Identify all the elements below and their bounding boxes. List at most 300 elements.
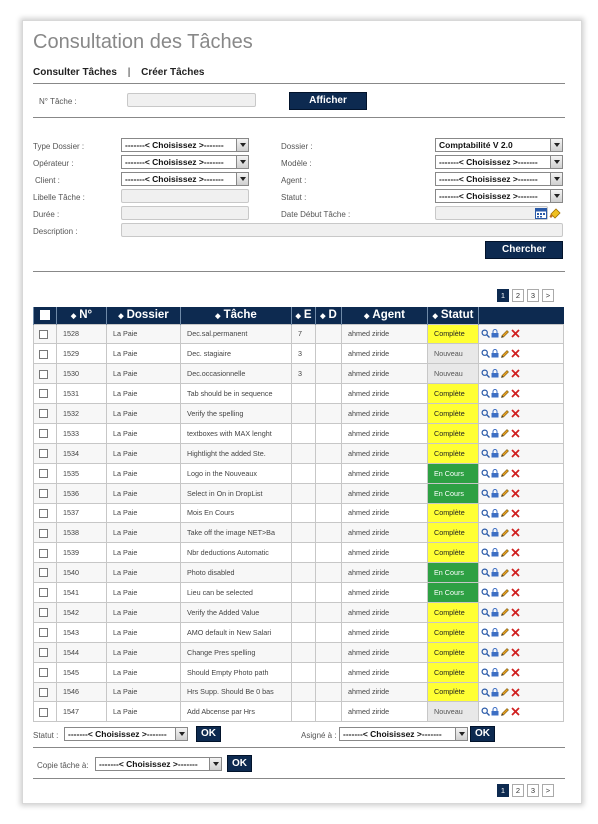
lock-icon[interactable]	[491, 688, 499, 697]
cell-e	[292, 702, 316, 722]
row-checkbox[interactable]	[39, 449, 48, 458]
edit-pencil-icon[interactable]	[500, 568, 510, 578]
delete-x-icon[interactable]	[511, 369, 520, 378]
table-row[interactable]	[34, 602, 564, 622]
search-icon[interactable]	[481, 349, 490, 358]
page-1-button[interactable]: 1	[497, 289, 509, 302]
row-actions	[479, 324, 564, 344]
cell-d	[316, 463, 342, 483]
row-checkbox[interactable]	[39, 628, 48, 637]
cell-e	[292, 483, 316, 503]
delete-x-icon[interactable]	[511, 608, 520, 617]
row-checkbox[interactable]	[39, 708, 48, 717]
row-select-cell	[34, 324, 57, 344]
lock-icon[interactable]	[491, 489, 499, 498]
row-checkbox[interactable]	[39, 688, 48, 697]
cell-tache: Take off the image NET>Ba	[181, 523, 292, 543]
bulk-statut-select[interactable]	[64, 727, 188, 741]
search-icon[interactable]	[481, 707, 490, 716]
statut-value: -------< Choisissez >-------	[439, 191, 538, 201]
cell-agent: ahmed ziride	[342, 423, 428, 443]
cell-d	[316, 344, 342, 364]
next-page-button[interactable]: >	[542, 784, 554, 797]
search-icon[interactable]	[481, 389, 490, 398]
column-header-d[interactable]	[316, 307, 342, 324]
cell-tache: Select in On in DropList	[181, 483, 292, 503]
assign-select[interactable]	[339, 727, 468, 741]
cell-tache: textboxes with MAX lenght	[181, 423, 292, 443]
task-no-input[interactable]	[127, 93, 256, 107]
search-icon[interactable]	[481, 628, 490, 637]
chevron-down-icon	[550, 139, 562, 151]
row-select-cell	[34, 563, 57, 583]
lock-icon[interactable]	[491, 469, 499, 478]
cell-dossier: La Paie	[107, 443, 181, 463]
row-select-cell	[34, 404, 57, 424]
lock-icon[interactable]	[491, 528, 499, 537]
delete-x-icon[interactable]	[511, 389, 520, 398]
cell-tache: Add Abcense par Hrs	[181, 702, 292, 722]
row-checkbox[interactable]	[39, 350, 48, 359]
dossier-value: Comptabilité V 2.0	[439, 140, 513, 150]
status-badge: Complète	[428, 423, 479, 443]
delete-x-icon[interactable]	[511, 707, 520, 716]
table-row[interactable]	[34, 344, 564, 364]
cell-no: 1537	[57, 503, 107, 523]
table-row[interactable]	[34, 662, 564, 682]
edit-pencil-icon[interactable]	[500, 588, 510, 598]
lock-icon[interactable]	[491, 369, 499, 378]
cell-dossier: La Paie	[107, 662, 181, 682]
cell-e	[292, 662, 316, 682]
status-badge: Complète	[428, 543, 479, 563]
table-row[interactable]	[34, 583, 564, 603]
edit-pencil-icon[interactable]	[500, 389, 510, 399]
statut-label: Statut :	[281, 193, 307, 202]
cell-tache: Verify the Added Value	[181, 602, 292, 622]
description-label: Description :	[33, 227, 78, 236]
lock-icon[interactable]	[491, 449, 499, 458]
cell-d	[316, 622, 342, 642]
lock-icon[interactable]	[491, 628, 499, 637]
delete-x-icon[interactable]	[511, 568, 520, 577]
cell-e	[292, 583, 316, 603]
chevron-down-icon	[236, 139, 248, 151]
cell-e	[292, 682, 316, 702]
cell-d	[316, 523, 342, 543]
sort-arrows-icon: ◆	[295, 313, 301, 321]
operateur-label: Opérateur :	[33, 159, 74, 168]
cell-e	[292, 523, 316, 543]
status-badge: Complète	[428, 602, 479, 622]
edit-pencil-icon[interactable]	[500, 448, 510, 458]
row-select-cell	[34, 503, 57, 523]
cell-e	[292, 463, 316, 483]
search-icon[interactable]	[481, 588, 490, 597]
column-label: Tâche	[223, 309, 257, 322]
cell-e	[292, 384, 316, 404]
date-debut-input[interactable]	[435, 206, 548, 220]
row-checkbox[interactable]	[39, 588, 48, 597]
table-row[interactable]	[34, 682, 564, 702]
cell-agent: ahmed ziride	[342, 682, 428, 702]
assign-ok-button[interactable]: OK	[470, 726, 495, 742]
cell-d	[316, 423, 342, 443]
search-icon[interactable]	[481, 568, 490, 577]
search-icon[interactable]	[481, 409, 490, 418]
table-row[interactable]	[34, 443, 564, 463]
cell-no: 1540	[57, 563, 107, 583]
cell-d	[316, 503, 342, 523]
search-icon[interactable]	[481, 429, 490, 438]
cell-no: 1546	[57, 682, 107, 702]
row-select-cell	[34, 543, 57, 563]
edit-pencil-icon[interactable]	[500, 508, 510, 518]
edit-pencil-icon[interactable]	[500, 409, 510, 419]
assign-value: -------< Choisissez >-------	[343, 729, 442, 739]
cell-no: 1533	[57, 423, 107, 443]
chevron-down-icon	[209, 758, 221, 770]
row-checkbox[interactable]	[39, 489, 48, 498]
cell-d	[316, 583, 342, 603]
duree-input[interactable]	[121, 206, 249, 220]
row-checkbox[interactable]	[39, 668, 48, 677]
search-icon[interactable]	[481, 509, 490, 518]
lock-icon[interactable]	[491, 648, 499, 657]
divider	[33, 117, 565, 118]
delete-x-icon[interactable]	[511, 688, 520, 697]
search-icon[interactable]	[481, 469, 490, 478]
edit-pencil-icon[interactable]	[500, 647, 510, 657]
lock-icon[interactable]	[491, 329, 499, 338]
cell-dossier: La Paie	[107, 642, 181, 662]
client-select[interactable]	[121, 172, 249, 186]
row-checkbox[interactable]	[39, 389, 48, 398]
page-title: Consultation des Tâches	[33, 31, 253, 53]
row-actions	[479, 483, 564, 503]
page-container	[22, 20, 582, 804]
row-select-cell	[34, 702, 57, 722]
cell-e	[292, 503, 316, 523]
row-checkbox[interactable]	[39, 469, 48, 478]
row-select-cell	[34, 523, 57, 543]
copy-task-select[interactable]	[95, 757, 222, 771]
status-badge: Complète	[428, 523, 479, 543]
cell-dossier: La Paie	[107, 563, 181, 583]
type-dossier-select[interactable]	[121, 138, 249, 152]
consult-tasks-link[interactable]: Consulter Tâches	[33, 67, 117, 78]
status-badge: Nouveau	[428, 344, 479, 364]
column-header-e[interactable]	[292, 307, 316, 324]
row-select-cell	[34, 662, 57, 682]
edit-pencil-icon[interactable]	[500, 687, 510, 697]
cell-dossier: La Paie	[107, 622, 181, 642]
cell-no: 1543	[57, 622, 107, 642]
cell-tache: Dec.sal.permanent	[181, 324, 292, 344]
cell-agent: ahmed ziride	[342, 662, 428, 682]
row-actions	[479, 384, 564, 404]
edit-pencil-icon[interactable]	[500, 707, 510, 717]
row-checkbox[interactable]	[39, 608, 48, 617]
search-icon[interactable]	[481, 648, 490, 657]
modele-value: -------< Choisissez >-------	[439, 157, 538, 167]
cell-dossier: La Paie	[107, 423, 181, 443]
table-row[interactable]	[34, 423, 564, 443]
row-select-cell	[34, 443, 57, 463]
column-header-dossier[interactable]	[107, 307, 181, 324]
lock-icon[interactable]	[491, 409, 499, 418]
column-header-tache[interactable]	[181, 307, 292, 324]
page-3-button[interactable]: 3	[527, 289, 539, 302]
cell-tache: AMO default in New Salari	[181, 622, 292, 642]
search-icon[interactable]	[481, 548, 490, 557]
edit-pencil-icon[interactable]	[500, 468, 510, 478]
bulk-statut-value: -------< Choisissez >-------	[68, 729, 167, 739]
table-row[interactable]	[34, 483, 564, 503]
agent-label: Agent :	[281, 176, 307, 185]
delete-x-icon[interactable]	[511, 528, 520, 537]
status-badge: En Cours	[428, 463, 479, 483]
search-icon[interactable]	[481, 329, 490, 338]
delete-x-icon[interactable]	[511, 329, 520, 338]
row-actions	[479, 543, 564, 563]
row-checkbox[interactable]	[39, 529, 48, 538]
cell-tache: Photo disabled	[181, 563, 292, 583]
chevron-down-icon	[550, 156, 562, 168]
status-badge: Complète	[428, 503, 479, 523]
delete-x-icon[interactable]	[511, 429, 520, 438]
type-dossier-value: -------< Choisissez >-------	[125, 140, 224, 150]
edit-pencil-icon[interactable]	[500, 607, 510, 617]
table-row[interactable]	[34, 384, 564, 404]
tasks-table	[33, 307, 564, 722]
column-label: D	[328, 309, 337, 322]
lock-icon[interactable]	[491, 389, 499, 398]
delete-x-icon[interactable]	[511, 668, 520, 677]
delete-x-icon[interactable]	[511, 489, 520, 498]
row-actions	[479, 622, 564, 642]
cell-agent: ahmed ziride	[342, 404, 428, 424]
cell-e: 3	[292, 344, 316, 364]
modele-select[interactable]	[435, 155, 563, 169]
sort-arrows-icon: ◆	[70, 313, 77, 321]
cell-no: 1531	[57, 384, 107, 404]
page-3-button[interactable]: 3	[527, 784, 539, 797]
cell-tache: Change Pres spelling	[181, 642, 292, 662]
cell-tache: Hightlight the added Ste.	[181, 443, 292, 463]
nav-separator: |	[127, 67, 131, 78]
cell-tache: Logo in the Nouveaux	[181, 463, 292, 483]
edit-pencil-icon[interactable]	[500, 369, 510, 379]
select-all-header[interactable]	[34, 307, 57, 324]
edit-pencil-icon[interactable]	[500, 528, 510, 538]
page-2-button[interactable]: 2	[512, 784, 524, 797]
table-row[interactable]	[34, 324, 564, 344]
cell-no: 1539	[57, 543, 107, 563]
cell-tache: Should Empty Photo path	[181, 662, 292, 682]
search-icon[interactable]	[481, 668, 490, 677]
search-icon[interactable]	[481, 369, 490, 378]
table-row[interactable]	[34, 543, 564, 563]
edit-pencil-icon[interactable]	[500, 627, 510, 637]
row-actions	[479, 682, 564, 702]
row-select-cell	[34, 602, 57, 622]
cell-d	[316, 543, 342, 563]
row-actions	[479, 602, 564, 622]
search-icon[interactable]	[481, 489, 490, 498]
cell-no: 1529	[57, 344, 107, 364]
cell-dossier: La Paie	[107, 463, 181, 483]
chevron-down-icon	[550, 173, 562, 185]
row-checkbox[interactable]	[39, 648, 48, 657]
table-row[interactable]	[34, 523, 564, 543]
table-header-row	[34, 307, 564, 324]
delete-x-icon[interactable]	[511, 449, 520, 458]
status-badge: Complète	[428, 642, 479, 662]
table-row[interactable]	[34, 642, 564, 662]
divider	[33, 747, 565, 748]
row-checkbox[interactable]	[39, 370, 48, 379]
column-header-statut[interactable]	[428, 307, 479, 324]
delete-x-icon[interactable]	[511, 409, 520, 418]
row-checkbox[interactable]	[39, 509, 48, 518]
edit-pencil-icon[interactable]	[500, 488, 510, 498]
libelle-label: Libelle Tâche :	[33, 193, 85, 202]
cell-e	[292, 404, 316, 424]
cell-agent: ahmed ziride	[342, 622, 428, 642]
cell-dossier: La Paie	[107, 344, 181, 364]
description-input[interactable]	[121, 223, 563, 237]
status-badge: Complète	[428, 443, 479, 463]
delete-x-icon[interactable]	[511, 628, 520, 637]
search-icon[interactable]	[481, 688, 490, 697]
page-1-button[interactable]: 1	[497, 784, 509, 797]
cell-agent: ahmed ziride	[342, 583, 428, 603]
lock-icon[interactable]	[491, 548, 499, 557]
lock-icon[interactable]	[491, 509, 499, 518]
edit-pencil-icon[interactable]	[500, 548, 510, 558]
lock-icon[interactable]	[491, 349, 499, 358]
delete-x-icon[interactable]	[511, 548, 520, 557]
table-row[interactable]	[34, 364, 564, 384]
chercher-button[interactable]: Chercher	[485, 241, 563, 259]
pagination-top	[497, 289, 554, 302]
row-actions	[479, 404, 564, 424]
row-select-cell	[34, 364, 57, 384]
copy-task-value: -------< Choisissez >-------	[99, 759, 198, 769]
row-checkbox[interactable]	[39, 429, 48, 438]
table-row[interactable]	[34, 702, 564, 722]
edit-pencil-icon[interactable]	[500, 329, 510, 339]
cell-dossier: La Paie	[107, 702, 181, 722]
lock-icon[interactable]	[491, 568, 499, 577]
bulk-statut-label: Statut :	[33, 731, 59, 740]
cell-e	[292, 602, 316, 622]
edit-pencil-icon[interactable]	[500, 667, 510, 677]
date-debut-label: Date Début Tâche :	[281, 210, 351, 219]
table-row[interactable]	[34, 622, 564, 642]
row-actions	[479, 344, 564, 364]
row-checkbox[interactable]	[39, 568, 48, 577]
row-actions	[479, 503, 564, 523]
libelle-input[interactable]	[121, 189, 249, 203]
next-page-button[interactable]: >	[542, 289, 554, 302]
row-checkbox[interactable]	[39, 409, 48, 418]
status-badge: Nouveau	[428, 702, 479, 722]
cell-dossier: La Paie	[107, 583, 181, 603]
statut-select[interactable]	[435, 189, 563, 203]
calendar-icon[interactable]	[535, 207, 547, 219]
dossier-select[interactable]	[435, 138, 563, 152]
lock-icon[interactable]	[491, 707, 499, 716]
lock-icon[interactable]	[491, 668, 499, 677]
delete-x-icon[interactable]	[511, 509, 520, 518]
eraser-icon[interactable]	[549, 207, 562, 220]
copy-task-ok-button[interactable]: OK	[227, 755, 252, 772]
duree-label: Durée :	[33, 210, 60, 219]
row-select-cell	[34, 583, 57, 603]
cell-tache: Hrs Supp. Should Be 0 bas	[181, 682, 292, 702]
select-all-checkbox[interactable]	[40, 310, 50, 320]
row-select-cell	[34, 423, 57, 443]
row-checkbox[interactable]	[39, 330, 48, 339]
lock-icon[interactable]	[491, 608, 499, 617]
search-icon[interactable]	[481, 449, 490, 458]
row-checkbox[interactable]	[39, 549, 48, 558]
delete-x-icon[interactable]	[511, 349, 520, 358]
row-actions	[479, 662, 564, 682]
cell-no: 1535	[57, 463, 107, 483]
operateur-select[interactable]	[121, 155, 249, 169]
edit-pencil-icon[interactable]	[500, 349, 510, 359]
column-label: Dossier	[126, 309, 169, 322]
cell-no: 1541	[57, 583, 107, 603]
edit-pencil-icon[interactable]	[500, 428, 510, 438]
create-tasks-link[interactable]: Créer Tâches	[141, 67, 205, 78]
afficher-button[interactable]: Afficher	[289, 92, 367, 110]
table-row[interactable]	[34, 463, 564, 483]
chevron-down-icon	[455, 728, 467, 740]
row-actions	[479, 563, 564, 583]
cell-dossier: La Paie	[107, 682, 181, 702]
delete-x-icon[interactable]	[511, 469, 520, 478]
column-header-agent[interactable]	[342, 307, 428, 324]
cell-agent: ahmed ziride	[342, 483, 428, 503]
table-row[interactable]	[34, 563, 564, 583]
delete-x-icon[interactable]	[511, 648, 520, 657]
row-actions	[479, 642, 564, 662]
cell-agent: ahmed ziride	[342, 642, 428, 662]
cell-agent: ahmed ziride	[342, 463, 428, 483]
delete-x-icon[interactable]	[511, 588, 520, 597]
agent-select[interactable]	[435, 172, 563, 186]
search-icon[interactable]	[481, 528, 490, 537]
divider	[33, 271, 565, 272]
cell-e	[292, 443, 316, 463]
table-row[interactable]	[34, 404, 564, 424]
bulk-statut-ok-button[interactable]: OK	[196, 726, 221, 742]
lock-icon[interactable]	[491, 588, 499, 597]
row-select-cell	[34, 642, 57, 662]
cell-no: 1538	[57, 523, 107, 543]
table-row[interactable]	[34, 503, 564, 523]
column-header-no[interactable]	[57, 307, 107, 324]
lock-icon[interactable]	[491, 429, 499, 438]
page-2-button[interactable]: 2	[512, 289, 524, 302]
cell-dossier: La Paie	[107, 602, 181, 622]
search-icon[interactable]	[481, 608, 490, 617]
agent-value: -------< Choisissez >-------	[439, 174, 538, 184]
